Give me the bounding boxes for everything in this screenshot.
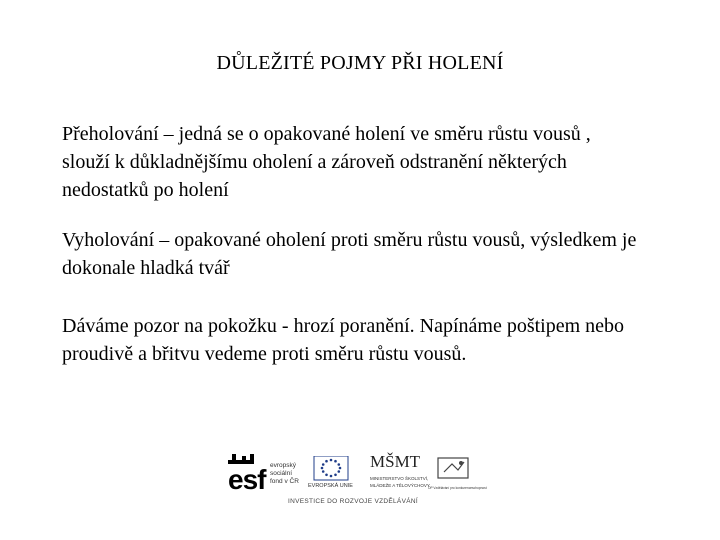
msmt-logo <box>370 452 430 494</box>
esf-mark: esf <box>228 464 266 495</box>
eu-flag-icon <box>306 456 356 484</box>
msmt-caption-line-2: MLÁDEŽE A TĚLOVÝCHOVY <box>370 483 430 488</box>
paragraph-vyholovani: Vyholování – opakované oholení proti směru růstu vousů, výsledkem je dokonale hladká tvář <box>62 229 637 279</box>
op-vk-emblem-icon <box>430 456 484 482</box>
op-vk-logo <box>428 456 487 494</box>
op-vk-caption: OP Vzdělávání pro konkurenceschopnost <box>428 486 487 490</box>
msmt-mark: MŠMT <box>370 452 421 471</box>
paragraph-pozor-na-pokozku: Dáváme pozor na pokožku - hrozí poranění. Napínáme poštipem nebo proudivě a břitvu vedeme proti směru růstu vousů. <box>62 315 625 365</box>
esf-logo <box>228 454 300 494</box>
esf-text-line-3: fond v ČR <box>270 478 299 485</box>
esf-text-line-1: evropský <box>270 462 297 469</box>
footer-logos <box>228 452 492 508</box>
eu-flag-logo <box>306 456 356 490</box>
msmt-caption-line-1: MINISTERSTVO ŠKOLSTVÍ, <box>370 476 429 481</box>
page-title: DŮLEŽITÉ POJMY PŘI HOLENÍ <box>216 52 504 74</box>
footer-caption: INVESTICE DO ROZVOJE VZDĚLÁVÁNÍ <box>288 498 418 505</box>
eu-caption: EVROPSKÁ UNIE <box>308 483 353 489</box>
paragraph-preholovani: Přeholování – jedná se o opakované holení ve směru růstu vousů , slouží k důkladnějšímu oholení a zároveň odstranění některých nedostatků po holení <box>62 123 591 201</box>
esf-text-line-2: sociální <box>270 470 293 477</box>
